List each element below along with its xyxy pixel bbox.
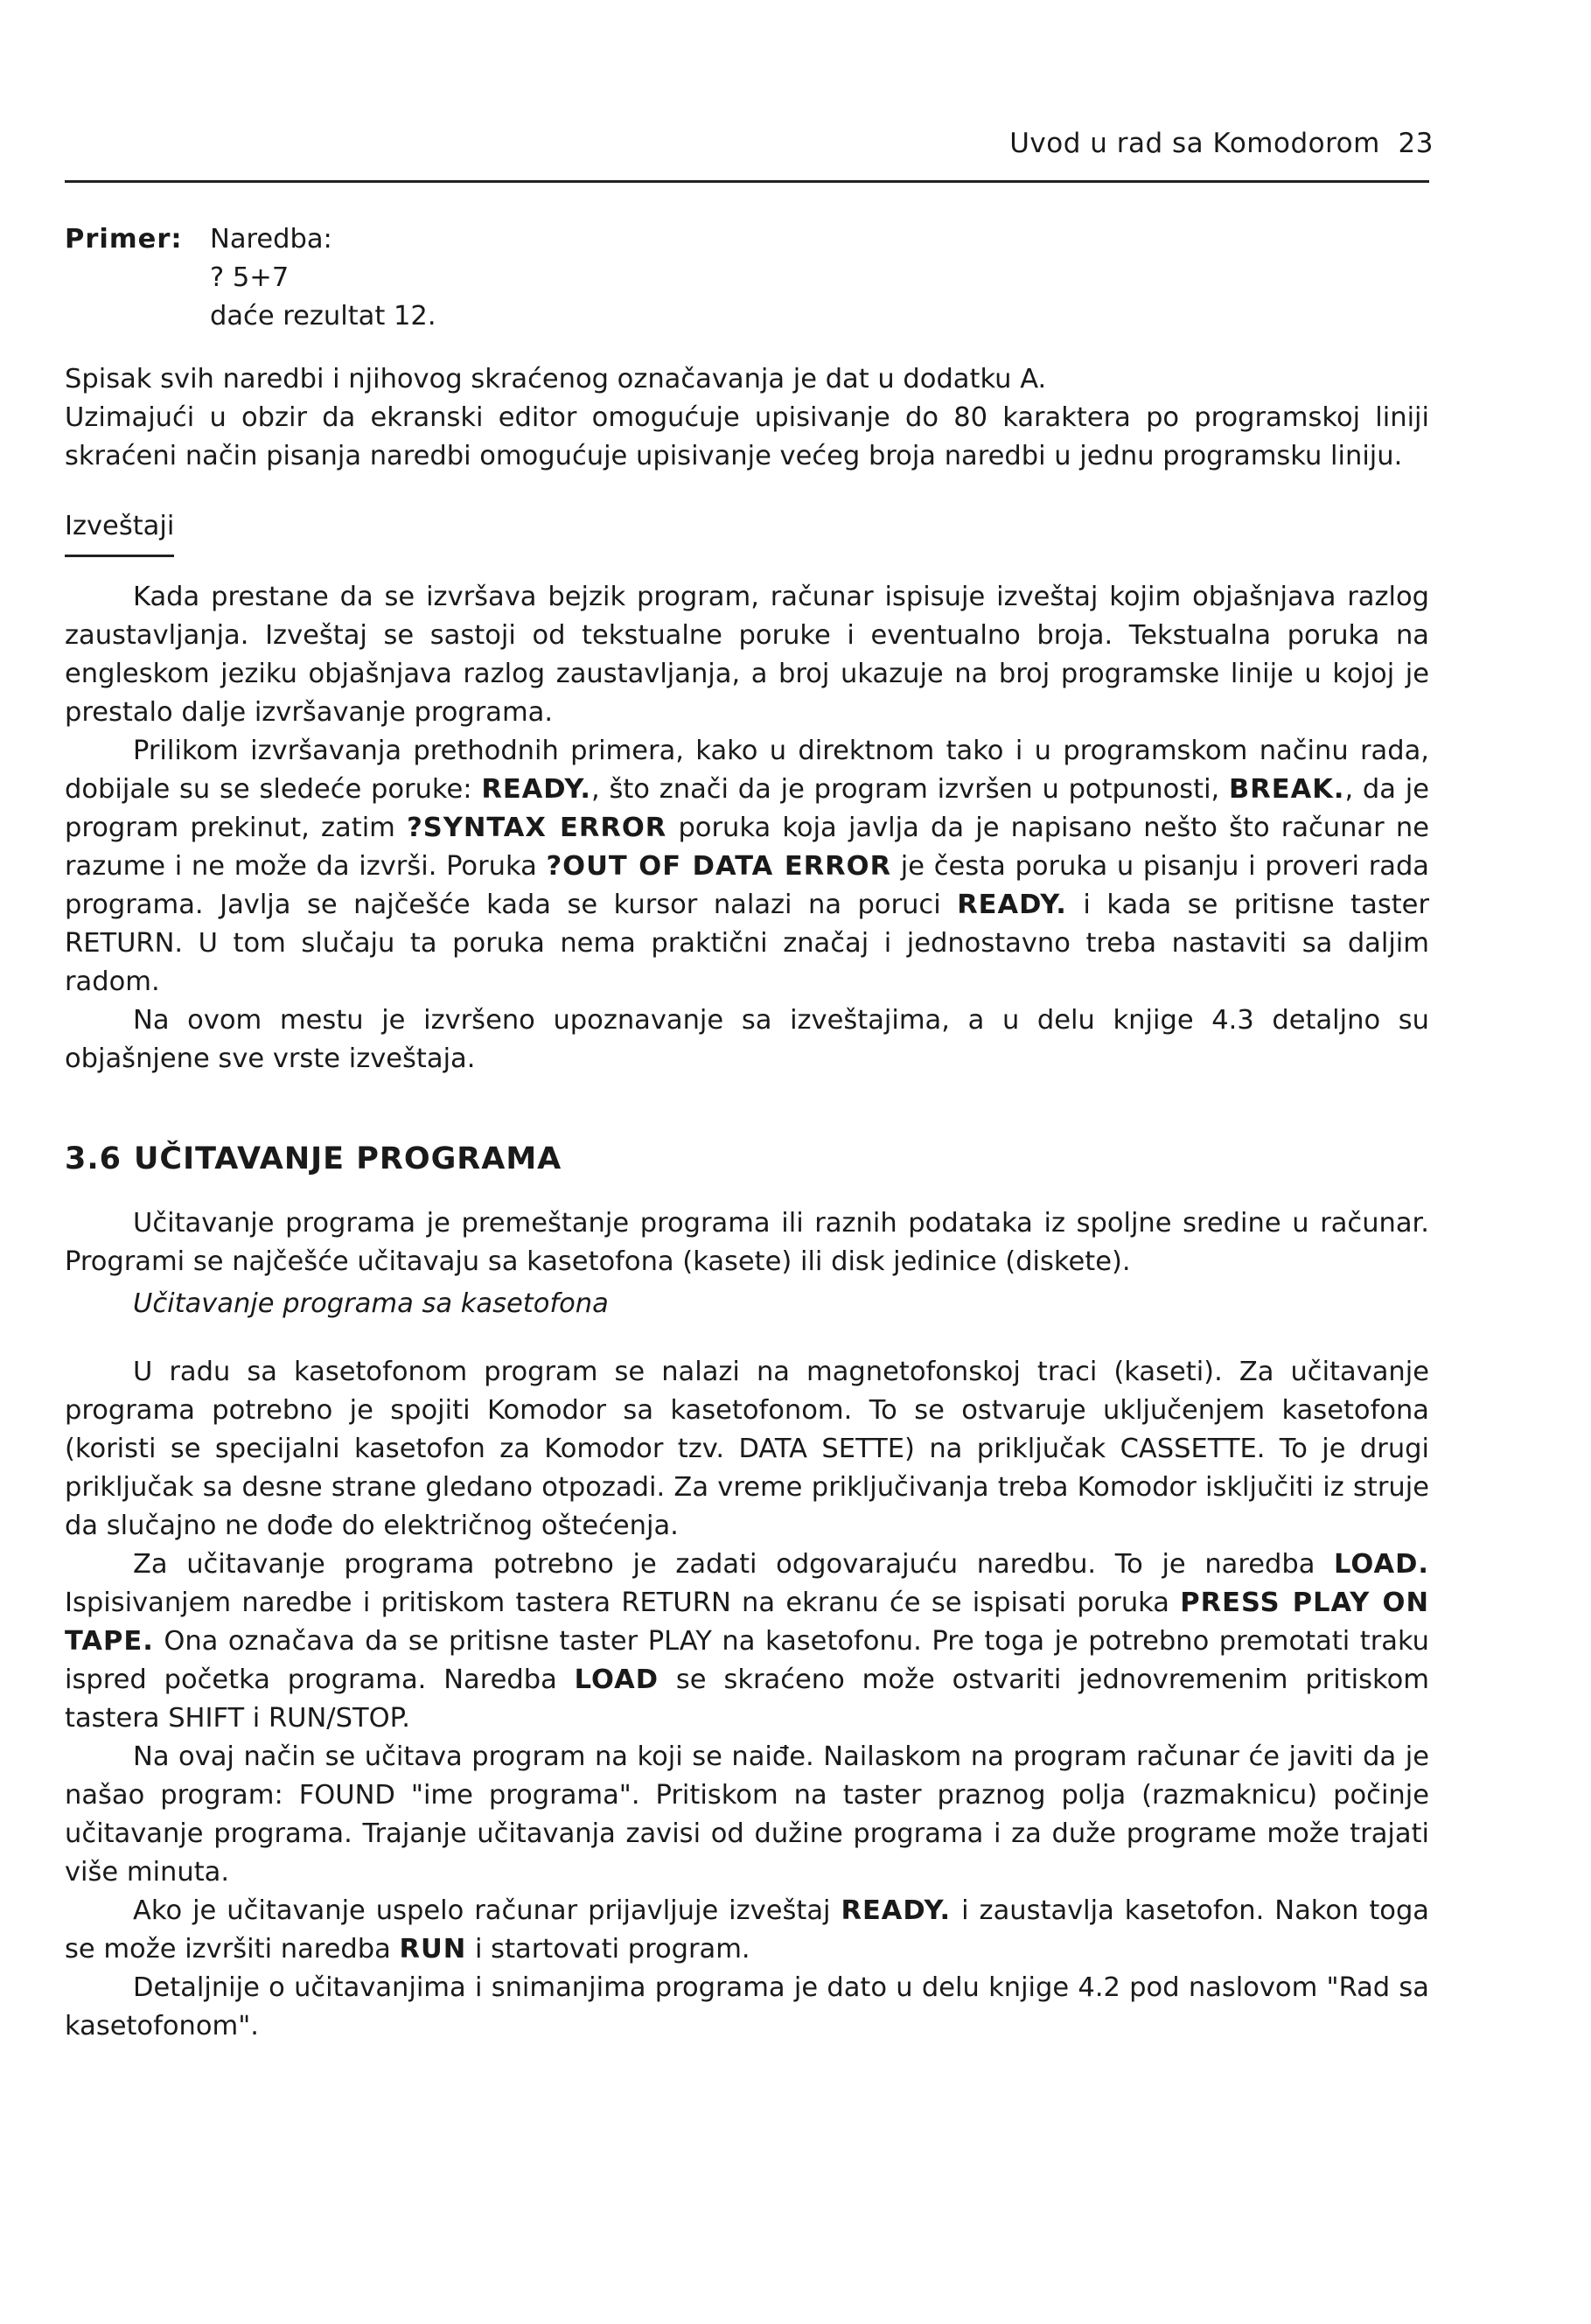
section-paragraph-3: Za učitavanje programa potrebno je zadati odgovarajuću naredbu. To je naredba LOAD. Ispisivanjem naredbe i pritiskom tastera RETURN na ekranu će se ispisati poruka PRESS PLAY ON TAPE. Ona označava da se pritisne taster PLAY na kasetofonu. Pre toga je potrebno premotati traku ispred početka programa. Naredba LOAD se skraćeno može ostvariti jednovremenim pritiskom tastera SHIFT i RUN/STOP.	[65, 1549, 1429, 1734]
izvestaji-paragraph-3: Na ovom mestu je izvršeno upoznavanje sa izveštajima, a u delu knjige 4.3 detaljno su objašnjene sve vrste izveštaja.	[65, 1005, 1429, 1074]
example-command-label: Naredba:	[210, 224, 332, 255]
running-title: Uvod u rad sa Komodorom	[1009, 128, 1380, 159]
page-number: 23	[1398, 128, 1434, 159]
example-command: ? 5+7	[210, 262, 290, 293]
msg-ready-2: READY.	[957, 890, 1067, 920]
intro-paragraph-2: Uzimajući u obzir da ekranski editor omogućuje upisivanje do 80 karaktera po programskoj liniji skraćeni način pisanja naredbi omogućuje upisivanje većeg broja naredbi u jednu programsku liniju.	[65, 402, 1429, 471]
izvestaji-paragraph-1: Kada prestane da se izvršava bejzik program, računar ispisuje izveštaj kojim objašnjava razlog zaustavljanja. Izveštaj se sastoji od tekstualne poruke i eventualno broja. Tekstualna poruka na engleskom jeziku objašnjava razlog zaustavljanja, a broj ukazuje na broj programske linije u kojoj je prestalo dalje izvršavanje programa.	[65, 582, 1429, 728]
izvestaji-heading: Izveštaji	[65, 507, 174, 557]
section-paragraph-2: U radu sa kasetofonom program se nalazi na magnetofonskoj traci (kaseti). Za učitavanje programa potrebno je spojiti Komodor sa kasetofonom. To se ostvaruje uključenjem kasetofona (koristi se specijalni kasetofon za Komodor tzv. DATA SETTE) na priključak CASSETTE. To je drugi priključak sa desne strane gledano otpozadi. Za vreme priključivanja treba Komodor isključiti iz struje da slučajno ne dođe do električnog oštećenja.	[65, 1357, 1429, 1541]
section-subheading: Učitavanje programa sa kasetofona	[133, 1288, 609, 1319]
section-title: UČITAVANJE PROGRAMA	[134, 1141, 562, 1176]
izvestaji-paragraph-2: Prilikom izvršavanja prethodnih primera, kako u direktnom tako i u programskom načinu rada, dobijale su se sledeće poruke: READY., što znači da je program izvršen u potpunosti, BREAK., da je program prekinut, zatim ?SYNTAX ERROR poruka koja javlja da je napisano nešto što računar ne razume i ne može da izvrši. Poruka ?OUT OF DATA ERROR je česta poruka u pisanju i proveri rada programa. Javlja se najčešće kada se kursor nalazi na poruci READY. i kada se pritisne taster RETURN. U tom slučaju ta poruka nema praktični značaj i jednostavno treba nastaviti sa daljim radom.	[65, 736, 1429, 997]
msg-break: BREAK.	[1229, 774, 1345, 805]
cmd-run: RUN	[399, 1934, 467, 1965]
section-paragraph-5: Ako je učitavanje uspelo računar prijavljuje izveštaj READY. i zaustavlja kasetofon. Nakon toga se može izvršiti naredba RUN i startovati program.	[65, 1895, 1429, 1965]
example-block	[65, 220, 1429, 336]
msg-ready: READY.	[481, 774, 591, 805]
msg-syntax-error: ?SYNTAX ERROR	[407, 813, 667, 843]
msg-press-play: PRESS PLAY ON TAPE.	[65, 1588, 1429, 1657]
cmd-load-2: LOAD	[574, 1664, 659, 1695]
cmd-load: LOAD.	[1334, 1549, 1429, 1580]
section-paragraph-1: Učitavanje programa je premeštanje programa ili raznih podataka iz spoljne sredine u računar. Programi se najčešće učitavaju sa kasetofona (kasete) ili disk jedinice (diskete).	[65, 1208, 1429, 1277]
example-result: daće rezultat 12.	[210, 301, 436, 332]
section-number: 3.6	[65, 1141, 122, 1176]
running-head	[1009, 128, 1434, 159]
section-paragraph-6: Detaljnije o učitavanjima i snimanjima programa je dato u delu knjige 4.2 pod naslovom "Rad sa kasetofonom".	[65, 1972, 1429, 2041]
msg-out-of-data: ?OUT OF DATA ERROR	[546, 851, 892, 882]
header-rule	[65, 180, 1429, 183]
example-label: Primer:	[65, 224, 183, 255]
section-paragraph-4: Na ovaj način se učitava program na koji se naiđe. Nailaskom na program računar će javiti da je našao program: FOUND "ime programa". Pritiskom na taster praznog polja (razmaknicu) počinje učitavanje programa. Trajanje učitavanja zavisi od dužine programa i za duže programe može trajati više minuta.	[65, 1741, 1429, 1888]
intro-paragraph-1: Spisak svih naredbi i njihovog skraćenog označavanja je dat u dodatku A.	[65, 364, 1047, 394]
msg-ready-3: READY.	[841, 1895, 952, 1926]
page-body	[65, 220, 1429, 2046]
section-heading	[65, 1140, 1429, 1178]
